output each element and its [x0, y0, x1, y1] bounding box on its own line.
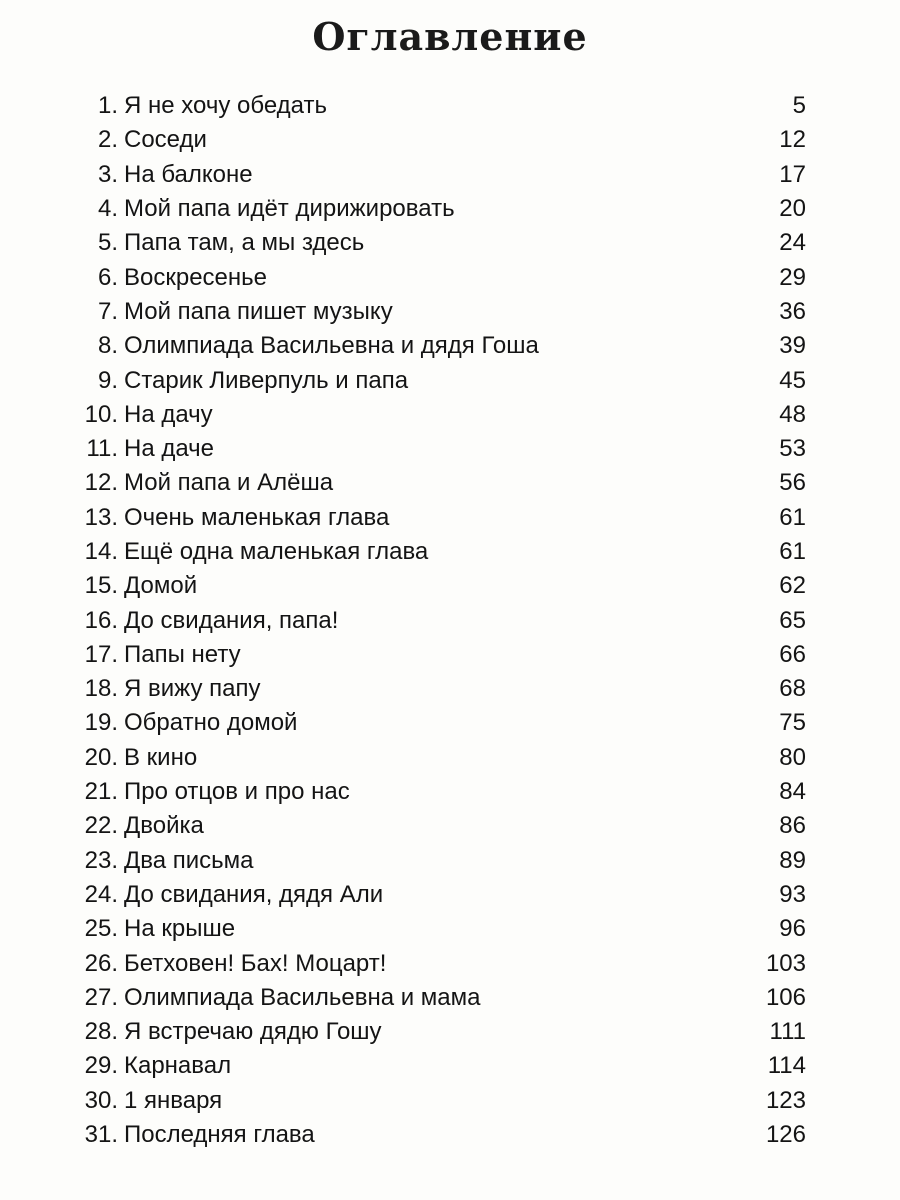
page-number: 5 — [792, 92, 806, 120]
chapter-number: 31. — [84, 1121, 118, 1149]
toc-entry[interactable] — [82, 672, 806, 706]
page-number: 126 — [765, 1121, 806, 1149]
page-number: 20 — [779, 195, 806, 223]
toc-entry[interactable] — [82, 912, 806, 946]
chapter-title: Бетховен! Бах! Моцарт! — [124, 949, 387, 977]
chapter-title: На балконе — [124, 160, 253, 188]
dot-leader — [337, 466, 775, 500]
page-number: 65 — [779, 606, 806, 634]
dot-leader — [271, 261, 775, 295]
chapter-number: 23. — [84, 846, 118, 874]
chapter-number: 2. — [97, 126, 118, 154]
page-title: Оглавление — [312, 14, 588, 59]
dot-leader — [218, 432, 775, 466]
toc-entry[interactable] — [82, 363, 806, 397]
toc-entry[interactable] — [82, 1015, 806, 1049]
chapter-title: Карнавал — [124, 1052, 232, 1080]
page-number: 48 — [779, 400, 806, 428]
chapter-title: Последняя глава — [124, 1121, 315, 1149]
page-number: 75 — [779, 709, 806, 737]
page-number: 36 — [779, 297, 806, 325]
page-number: 61 — [779, 503, 806, 531]
dot-leader — [239, 912, 775, 946]
chapter-title: Старик Ливерпуль и папа — [124, 366, 409, 394]
chapter-number: 26. — [84, 949, 118, 977]
chapter-title: Ещё одна маленькая глава — [124, 538, 429, 565]
dot-leader — [211, 123, 775, 157]
dot-leader — [301, 706, 775, 740]
chapter-number: 28. — [84, 1018, 118, 1046]
chapter-number: 20. — [84, 743, 118, 771]
dot-leader — [484, 981, 761, 1015]
page-number: 66 — [779, 640, 806, 668]
chapter-title: Очень маленькая глава — [124, 503, 390, 531]
toc-entry[interactable] — [82, 1118, 806, 1152]
chapter-number: 17. — [84, 640, 118, 668]
toc-entry[interactable] — [82, 603, 806, 637]
dot-leader — [201, 741, 775, 775]
chapter-title: Два письма — [124, 846, 254, 874]
page-number: 106 — [765, 983, 806, 1011]
chapter-number: 7. — [97, 297, 118, 325]
chapter-title: Мой папа и Алёша — [124, 469, 334, 497]
chapter-number: 24. — [84, 880, 118, 908]
chapter-title: Про отцов и про нас — [124, 778, 350, 806]
chapter-number: 12. — [84, 469, 118, 497]
toc-list — [82, 89, 806, 1152]
chapter-title: Воскресенье — [124, 263, 268, 291]
chapter-number: 27. — [84, 983, 118, 1011]
dot-leader — [208, 809, 775, 843]
page-number: 103 — [765, 949, 806, 977]
chapter-title: На дачу — [124, 400, 213, 428]
dot-leader — [342, 604, 775, 638]
toc-entry[interactable] — [82, 775, 806, 809]
toc-entry[interactable] — [82, 638, 806, 672]
page-number: 89 — [779, 846, 806, 874]
toc-entry[interactable] — [82, 432, 806, 466]
chapter-number: 14. — [84, 538, 118, 565]
chapter-number: 4. — [97, 195, 118, 223]
page-number: 56 — [779, 469, 806, 497]
chapter-title: Домой — [124, 572, 198, 600]
toc-entry[interactable] — [82, 844, 806, 878]
chapter-number: 22. — [84, 812, 118, 840]
toc-entry[interactable] — [82, 946, 806, 980]
chapter-number: 13. — [84, 503, 118, 531]
dot-leader — [331, 89, 789, 123]
chapter-title: Я встречаю дядю Гошу — [124, 1018, 382, 1046]
dot-leader — [432, 535, 775, 569]
chapter-number: 30. — [84, 1086, 118, 1114]
chapter-title: В кино — [124, 743, 198, 771]
chapter-title: До свидания, папа! — [124, 606, 339, 634]
toc-entry[interactable] — [82, 706, 806, 740]
toc-entry[interactable] — [82, 260, 806, 294]
dot-leader — [397, 295, 776, 329]
toc-entry[interactable] — [82, 158, 806, 192]
page-number: 96 — [779, 915, 806, 943]
dot-leader — [201, 569, 775, 603]
toc-entry[interactable] — [82, 569, 806, 603]
page-number: 68 — [779, 675, 806, 703]
toc-entry[interactable] — [82, 1084, 806, 1118]
dot-leader — [258, 844, 776, 878]
chapter-title: Соседи — [124, 126, 207, 154]
chapter-number: 21. — [84, 778, 118, 806]
chapter-title: Обратно домой — [124, 709, 298, 737]
dot-leader — [354, 775, 776, 809]
toc-entry[interactable] — [82, 1049, 806, 1083]
dot-leader — [412, 364, 775, 398]
toc-entry[interactable] — [82, 398, 806, 432]
chapter-title: На даче — [124, 435, 215, 463]
dot-leader — [245, 638, 776, 672]
page-number: 53 — [779, 435, 806, 463]
toc-entry[interactable] — [82, 89, 806, 123]
toc-entry[interactable] — [82, 226, 806, 260]
toc-entry[interactable] — [82, 501, 806, 535]
toc-entry[interactable] — [82, 123, 806, 157]
chapter-number: 29. — [84, 1052, 118, 1080]
chapter-title: Двойка — [124, 812, 204, 840]
chapter-number: 8. — [97, 332, 118, 360]
dot-leader — [217, 398, 776, 432]
chapter-title: Мой папа пишет музыку — [124, 297, 393, 325]
page-number: 114 — [767, 1052, 806, 1080]
toc-entry[interactable] — [82, 741, 806, 775]
toc-entry[interactable] — [82, 192, 806, 226]
page-number: 24 — [779, 229, 806, 257]
page-number: 39 — [779, 332, 806, 360]
page-number: 62 — [779, 572, 806, 600]
dot-leader — [368, 226, 775, 260]
dot-leader — [265, 672, 776, 706]
toc-entry[interactable] — [82, 981, 806, 1015]
dot-leader — [390, 947, 762, 981]
chapter-number: 18. — [84, 675, 118, 703]
toc-entry[interactable] — [82, 329, 806, 363]
page-number: 111 — [769, 1018, 806, 1046]
chapter-number: 11. — [86, 435, 118, 463]
toc-entry[interactable] — [82, 535, 806, 569]
page-number: 12 — [779, 126, 806, 154]
chapter-title: На крыше — [124, 915, 236, 943]
chapter-title: Мой папа идёт дирижировать — [124, 195, 455, 223]
dot-leader — [319, 1118, 762, 1152]
chapter-title: До свидания, дядя Али — [124, 880, 384, 908]
chapter-title: Папа там, а мы здесь — [124, 229, 365, 257]
page-number: 17 — [779, 160, 806, 188]
toc-entry[interactable] — [82, 295, 806, 329]
chapter-number: 15. — [84, 572, 118, 600]
page-number: 61 — [779, 538, 806, 565]
dot-leader — [543, 329, 776, 363]
chapter-title: Я вижу папу — [124, 675, 261, 703]
page-number: 86 — [779, 812, 806, 840]
toc-entry[interactable] — [82, 878, 806, 912]
dot-leader — [393, 501, 775, 535]
dot-leader — [257, 158, 776, 192]
page-number: 29 — [779, 263, 806, 291]
chapter-number: 19. — [84, 709, 118, 737]
page-number: 45 — [779, 366, 806, 394]
chapter-number: 16. — [84, 606, 118, 634]
chapter-title: Я не хочу обедать — [124, 92, 327, 120]
dot-leader — [386, 1015, 766, 1049]
page-number: 93 — [779, 880, 806, 908]
chapter-number: 9. — [97, 366, 118, 394]
chapter-number: 5. — [97, 229, 118, 257]
chapter-title: Олимпиада Васильевна и дядя Гоша — [124, 332, 539, 360]
dot-leader — [387, 878, 775, 912]
chapter-number: 3. — [97, 160, 118, 188]
page-number: 84 — [779, 778, 806, 806]
chapter-number: 25. — [84, 915, 118, 943]
dot-leader — [235, 1049, 764, 1083]
dot-leader — [226, 1084, 762, 1118]
toc-entry[interactable] — [82, 809, 806, 843]
toc-entry[interactable] — [82, 466, 806, 500]
page-number: 123 — [765, 1086, 806, 1114]
chapter-title: Олимпиада Васильевна и мама — [124, 983, 481, 1011]
chapter-title: Папы нету — [124, 640, 241, 668]
chapter-number: 6. — [97, 263, 118, 291]
chapter-title: 1 января — [124, 1086, 223, 1114]
dot-leader — [459, 192, 776, 226]
page-number: 80 — [779, 743, 806, 771]
chapter-number: 10. — [84, 400, 118, 428]
chapter-number: 1. — [97, 92, 118, 120]
